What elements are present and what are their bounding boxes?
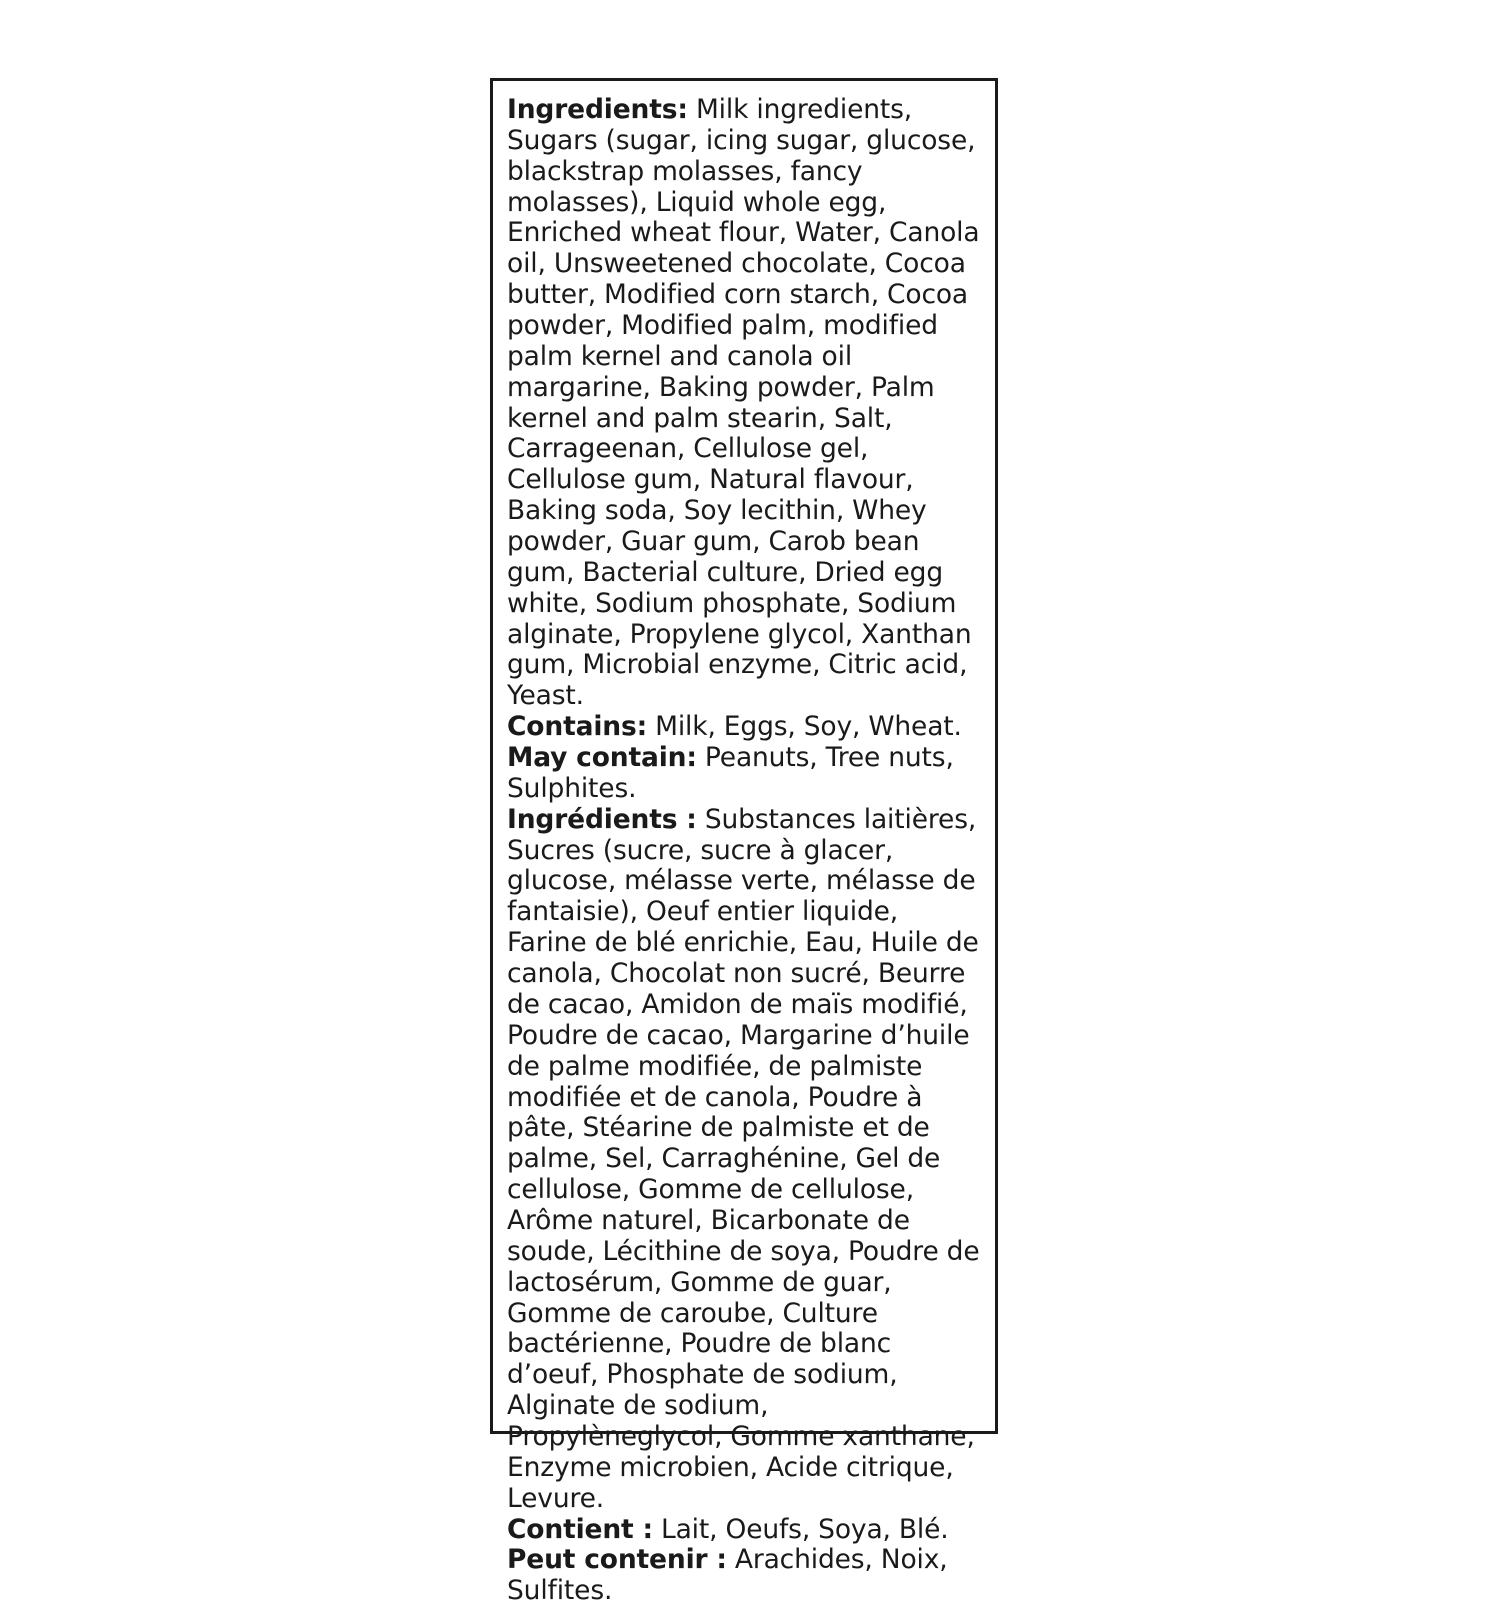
may-contain-en [507,743,981,805]
may-contain-fr [507,1545,981,1607]
may-contain-en-text: Peanuts, Tree nuts, Sulphites. [507,742,954,804]
may-contain-en-heading: May contain: [507,742,697,774]
ingredients-panel [490,78,998,1607]
may-contain-fr-heading: Peut contenir : [507,1544,727,1576]
contains-fr-heading: Contient : [507,1513,653,1545]
contains-fr [507,1515,981,1546]
may-contain-fr-text: Arachides, Noix, Sulfites. [507,1544,948,1607]
ingredients-fr-heading: Ingrédients : [507,803,697,835]
contains-en [507,712,981,743]
ingredients-en-text: Milk ingredients, Sugars (sugar, icing sugar, glucose, blackstrap molasses, fancy molasses), Liquid whole egg, Enriched wheat flour, Water, Canola oil, Unsweetened chocolate, Cocoa butter, Modified corn starch, Cocoa powder, Modified palm, modified palm kernel and canola oil margarine, Baking powder, Palm kernel and palm stearin, Salt, Carrageenan, Cellulose gel, Cellulose gum, Natural flavour, Baking soda, Soy lecithin, Whey powder, Guar gum, Carob bean gum, Bacterial culture, Dried egg white, Sodium phosphate, Sodium alginate, Propylene glycol, Xanthan gum, Microbial enzyme, Citric acid, Yeast. [507,94,980,712]
contains-fr-text: Lait, Oeufs, Soya, Blé. [660,1513,949,1545]
ingredients-en-heading: Ingredients: [507,94,688,125]
contains-en-heading: Contains: [507,711,648,743]
ingredients-fr [507,805,981,1515]
ingredients-fr-text: Substances laitières, Sucres (sucre, sucre à glacer, glucose, mélasse verte, mélasse de fantaisie), Oeuf entier liquide, Farine de blé enrichie, Eau, Huile de canola, Chocolat non sucré, Beurre de cacao, Amidon de maïs modifié, Poudre de cacao, Margarine d’huile de palme modifiée, de palmiste modifiée et de canola, Poudre à pâte, Stéarine de palmiste et de palme, Sel, Carraghénine, Gel de cellulose, Gomme de cellulose, Arôme naturel, Bicarbonate de soude, Lécithine de soya, Poudre de lactosérum, Gomme de guar, Gomme de caroube, Culture bactérienne, Poudre de blanc d’oeuf, Phosphate de sodium, Alginate de sodium, Propylèneglycol, Gomme xanthane, Enzyme microbien, Acide citrique, Levure. [507,803,980,1514]
contains-en-text: Milk, Eggs, Soy, Wheat. [655,711,962,743]
ingredients-en [507,95,981,712]
